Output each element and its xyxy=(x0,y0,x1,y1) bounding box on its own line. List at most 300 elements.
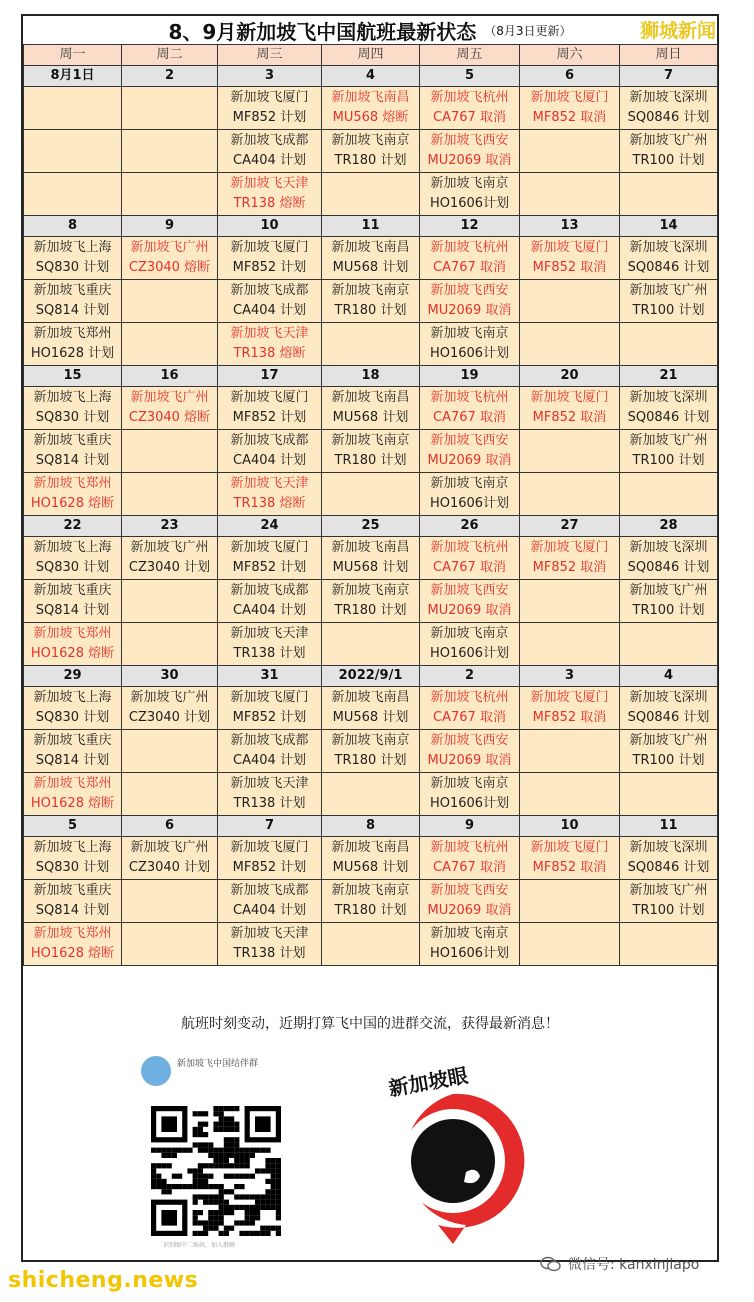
page-title: 8、9月新加坡飞中国航班最新状态 xyxy=(168,19,477,44)
flight-route: 新加坡飞天津 xyxy=(230,926,309,941)
date-cell: 11 xyxy=(620,816,718,837)
flight-status: TR138 熔断 xyxy=(233,196,306,211)
flight-route: 新加坡飞广州 xyxy=(629,133,708,148)
empty-cell xyxy=(122,623,218,666)
flight-route: 新加坡飞西安 xyxy=(430,733,509,748)
flight-cell xyxy=(420,237,520,280)
flight-route: 新加坡飞杭州 xyxy=(430,390,509,405)
flight-status: MF852 取消 xyxy=(532,710,607,725)
flight-route: 新加坡飞杭州 xyxy=(430,690,509,705)
flight-route: 新加坡飞广州 xyxy=(629,883,708,898)
weekday-header: 周日 xyxy=(620,45,718,66)
qr-caption: 识别图中二维码，加入群聊 xyxy=(163,1242,236,1249)
date-cell: 3 xyxy=(520,666,620,687)
flight-route: 新加坡飞厦门 xyxy=(530,240,609,255)
flight-status: MU2069 取消 xyxy=(427,603,512,618)
flight-cell xyxy=(218,237,322,280)
flight-status: MF852 计划 xyxy=(232,410,307,425)
flight-cell xyxy=(420,623,520,666)
flight-status: HO1606计划 xyxy=(429,646,510,661)
wechat-label: 微信号: kanxinjiapo xyxy=(568,1257,700,1273)
empty-cell xyxy=(520,173,620,216)
brand-watermark: 狮城新闻 xyxy=(640,20,717,42)
flight-route: 新加坡飞广州 xyxy=(130,690,209,705)
flight-status: CA404 计划 xyxy=(233,753,306,768)
flight-status: CA404 计划 xyxy=(233,603,306,618)
flight-cell xyxy=(218,880,322,923)
date-cell: 5 xyxy=(420,66,520,87)
flight-cell xyxy=(420,837,520,880)
flight-status: TR180 计划 xyxy=(334,453,407,468)
flight-status: CA767 取消 xyxy=(433,560,506,575)
flight-status: MU568 计划 xyxy=(332,410,409,425)
flight-route: 新加坡飞南京 xyxy=(331,283,410,298)
flight-route: 新加坡飞上海 xyxy=(33,240,112,255)
flight-status: MU2069 取消 xyxy=(427,153,512,168)
flight-status: MF852 计划 xyxy=(232,260,307,275)
flight-route: 新加坡飞成都 xyxy=(230,433,309,448)
flight-route: 新加坡飞南京 xyxy=(331,733,410,748)
date-cell: 11 xyxy=(322,216,420,237)
flight-status: SQ830 计划 xyxy=(35,860,110,875)
empty-cell xyxy=(122,430,218,473)
eye-logo-icon xyxy=(378,1086,528,1246)
flight-cell xyxy=(620,837,718,880)
flight-cell xyxy=(420,773,520,816)
weekday-header: 周三 xyxy=(218,45,322,66)
flight-route: 新加坡飞深圳 xyxy=(629,390,708,405)
flight-status: CA404 计划 xyxy=(233,153,306,168)
flight-status: SQ830 计划 xyxy=(35,560,110,575)
flight-route: 新加坡飞上海 xyxy=(33,540,112,555)
flight-status: MU568 计划 xyxy=(332,860,409,875)
date-cell: 4 xyxy=(620,666,718,687)
date-cell: 30 xyxy=(122,666,218,687)
flight-cell xyxy=(420,537,520,580)
flight-route: 新加坡飞郑州 xyxy=(33,926,112,941)
weekday-header: 周一 xyxy=(24,45,122,66)
flight-route: 新加坡飞南京 xyxy=(430,476,509,491)
flight-cell xyxy=(24,773,122,816)
flight-cell xyxy=(218,87,322,130)
date-cell: 24 xyxy=(218,516,322,537)
flight-status: CZ3040 计划 xyxy=(128,860,211,875)
flight-status: MF852 计划 xyxy=(232,110,307,125)
flight-cell xyxy=(24,237,122,280)
flight-cell xyxy=(420,173,520,216)
footer-note: 航班时刻变动，近期打算飞中国的进群交流，获得最新消息！ xyxy=(181,1016,559,1032)
date-cell: 26 xyxy=(420,516,520,537)
empty-cell xyxy=(322,173,420,216)
date-cell: 3 xyxy=(218,66,322,87)
flight-status: HO1628 计划 xyxy=(30,346,115,361)
flight-route: 新加坡飞厦门 xyxy=(230,390,309,405)
flight-cell xyxy=(24,387,122,430)
empty-cell xyxy=(322,323,420,366)
date-cell: 17 xyxy=(218,366,322,387)
flight-route: 新加坡飞重庆 xyxy=(33,583,112,598)
empty-cell xyxy=(322,923,420,966)
empty-cell xyxy=(122,730,218,773)
flight-route: 新加坡飞郑州 xyxy=(33,476,112,491)
flight-status: MF852 取消 xyxy=(532,110,607,125)
flight-status: TR180 计划 xyxy=(334,753,407,768)
flight-route: 新加坡飞广州 xyxy=(130,540,209,555)
flight-route: 新加坡飞厦门 xyxy=(530,690,609,705)
flight-route: 新加坡飞上海 xyxy=(33,690,112,705)
flight-route: 新加坡飞厦门 xyxy=(530,540,609,555)
flight-status: MU568 熔断 xyxy=(332,110,409,125)
flight-cell xyxy=(620,280,718,323)
flight-status: SQ0846 计划 xyxy=(627,860,710,875)
flight-cell xyxy=(24,280,122,323)
date-cell: 7 xyxy=(620,66,718,87)
date-cell: 14 xyxy=(620,216,718,237)
flight-cell xyxy=(218,623,322,666)
flight-route: 新加坡飞深圳 xyxy=(629,90,708,105)
eye-logo-label: 新加坡眼 xyxy=(386,1063,470,1101)
empty-cell xyxy=(520,130,620,173)
empty-cell xyxy=(322,473,420,516)
date-cell: 8月1日 xyxy=(24,66,122,87)
flight-cell xyxy=(122,687,218,730)
flight-cell xyxy=(520,537,620,580)
schedule-frame xyxy=(21,14,719,1262)
weekday-header: 周二 xyxy=(122,45,218,66)
empty-cell xyxy=(520,773,620,816)
flight-cell xyxy=(122,387,218,430)
empty-cell xyxy=(520,280,620,323)
weekday-header: 周六 xyxy=(520,45,620,66)
flight-status: MF852 计划 xyxy=(232,710,307,725)
flight-route: 新加坡飞南京 xyxy=(430,626,509,641)
empty-cell xyxy=(620,473,718,516)
flight-status: CZ3040 熔断 xyxy=(128,410,211,425)
flight-cell xyxy=(122,837,218,880)
flight-cell xyxy=(24,430,122,473)
group-avatar-icon xyxy=(141,1056,171,1086)
flight-status: HO1628 熔断 xyxy=(30,496,115,511)
date-cell: 22 xyxy=(24,516,122,537)
flight-route: 新加坡飞广州 xyxy=(130,840,209,855)
flight-cell xyxy=(24,537,122,580)
flight-route: 新加坡飞成都 xyxy=(230,883,309,898)
date-cell: 5 xyxy=(24,816,122,837)
flight-status: TR180 计划 xyxy=(334,303,407,318)
flight-cell xyxy=(24,687,122,730)
flight-status: SQ814 计划 xyxy=(35,603,110,618)
flight-cell xyxy=(218,387,322,430)
flight-status: TR180 计划 xyxy=(334,903,407,918)
flight-route: 新加坡飞深圳 xyxy=(629,540,708,555)
flight-cell xyxy=(218,537,322,580)
date-cell: 28 xyxy=(620,516,718,537)
flight-cell xyxy=(620,430,718,473)
flight-status: HO1628 熔断 xyxy=(30,946,115,961)
flight-status: TR138 计划 xyxy=(233,646,306,661)
flight-cell xyxy=(122,537,218,580)
flight-status: HO1606计划 xyxy=(429,796,510,811)
flight-route: 新加坡飞厦门 xyxy=(230,540,309,555)
flight-status: SQ0846 计划 xyxy=(627,410,710,425)
flight-route: 新加坡飞郑州 xyxy=(33,626,112,641)
flight-route: 新加坡飞广州 xyxy=(629,733,708,748)
flight-status: TR100 计划 xyxy=(632,753,705,768)
flight-cell xyxy=(322,730,420,773)
flight-status: MF852 取消 xyxy=(532,260,607,275)
empty-cell xyxy=(122,280,218,323)
empty-cell xyxy=(520,880,620,923)
flight-route: 新加坡飞南昌 xyxy=(331,840,410,855)
flight-route: 新加坡飞南京 xyxy=(331,433,410,448)
empty-cell xyxy=(122,580,218,623)
flight-route: 新加坡飞南昌 xyxy=(331,390,410,405)
flight-cell xyxy=(24,580,122,623)
flight-cell xyxy=(24,323,122,366)
empty-cell xyxy=(620,173,718,216)
date-cell: 9 xyxy=(420,816,520,837)
flight-route: 新加坡飞南京 xyxy=(430,326,509,341)
date-cell: 6 xyxy=(520,66,620,87)
empty-cell xyxy=(122,923,218,966)
flight-status: TR138 计划 xyxy=(233,796,306,811)
wechat-icon xyxy=(540,1256,562,1272)
flight-route: 新加坡飞西安 xyxy=(430,133,509,148)
flight-status: HO1628 熔断 xyxy=(30,646,115,661)
flight-route: 新加坡飞杭州 xyxy=(430,240,509,255)
flight-status: HO1606计划 xyxy=(429,496,510,511)
flight-route: 新加坡飞厦门 xyxy=(530,390,609,405)
flight-status: HO1606计划 xyxy=(429,346,510,361)
flight-cell xyxy=(420,580,520,623)
flight-route: 新加坡飞广州 xyxy=(130,390,209,405)
flight-cell xyxy=(420,280,520,323)
flight-cell xyxy=(218,130,322,173)
empty-cell xyxy=(122,773,218,816)
flight-route: 新加坡飞南昌 xyxy=(331,540,410,555)
flight-route: 新加坡飞厦门 xyxy=(530,90,609,105)
flight-route: 新加坡飞天津 xyxy=(230,476,309,491)
date-cell: 18 xyxy=(322,366,420,387)
date-cell: 21 xyxy=(620,366,718,387)
flight-route: 新加坡飞南昌 xyxy=(331,90,410,105)
flight-cell xyxy=(218,323,322,366)
flight-cell xyxy=(520,237,620,280)
empty-cell xyxy=(520,623,620,666)
flight-cell xyxy=(322,880,420,923)
empty-cell xyxy=(520,730,620,773)
flight-route: 新加坡飞郑州 xyxy=(33,776,112,791)
flight-status: MU2069 取消 xyxy=(427,453,512,468)
flight-status: MU2069 取消 xyxy=(427,903,512,918)
empty-cell xyxy=(122,880,218,923)
date-cell: 23 xyxy=(122,516,218,537)
flight-route: 新加坡飞厦门 xyxy=(230,90,309,105)
flight-status: CA767 取消 xyxy=(433,260,506,275)
empty-cell xyxy=(620,773,718,816)
flight-cell xyxy=(420,387,520,430)
flight-route: 新加坡飞南京 xyxy=(430,176,509,191)
flight-route: 新加坡飞重庆 xyxy=(33,883,112,898)
flight-status: MF852 计划 xyxy=(232,860,307,875)
flight-cell xyxy=(218,730,322,773)
flight-cell xyxy=(420,730,520,773)
flight-route: 新加坡飞深圳 xyxy=(629,690,708,705)
flight-status: SQ830 计划 xyxy=(35,410,110,425)
flight-route: 新加坡飞南京 xyxy=(430,926,509,941)
flight-status: SQ830 计划 xyxy=(35,710,110,725)
flight-route: 新加坡飞南京 xyxy=(430,776,509,791)
flight-cell xyxy=(218,280,322,323)
flight-cell xyxy=(420,87,520,130)
flight-calendar xyxy=(23,44,718,966)
flight-status: TR100 计划 xyxy=(632,603,705,618)
date-cell: 9 xyxy=(122,216,218,237)
empty-cell xyxy=(520,580,620,623)
empty-cell xyxy=(520,430,620,473)
flight-cell xyxy=(218,837,322,880)
date-cell: 16 xyxy=(122,366,218,387)
flight-status: CZ3040 计划 xyxy=(128,560,211,575)
flight-route: 新加坡飞广州 xyxy=(629,433,708,448)
flight-route: 新加坡飞厦门 xyxy=(230,690,309,705)
flight-status: TR138 熔断 xyxy=(233,346,306,361)
flight-cell xyxy=(24,923,122,966)
wechat-id xyxy=(540,1254,699,1274)
flight-status: TR100 计划 xyxy=(632,303,705,318)
date-cell: 29 xyxy=(24,666,122,687)
empty-cell xyxy=(620,623,718,666)
flight-route: 新加坡飞天津 xyxy=(230,326,309,341)
flight-cell xyxy=(620,387,718,430)
flight-status: SQ814 计划 xyxy=(35,303,110,318)
flight-cell xyxy=(218,923,322,966)
flight-status: HO1606计划 xyxy=(429,946,510,961)
flight-status: CA767 取消 xyxy=(433,410,506,425)
flight-status: SQ0846 计划 xyxy=(627,710,710,725)
flight-status: MU568 计划 xyxy=(332,560,409,575)
date-cell: 6 xyxy=(122,816,218,837)
flight-route: 新加坡飞西安 xyxy=(430,583,509,598)
qr-code-icon[interactable] xyxy=(151,1106,281,1236)
flight-cell xyxy=(620,130,718,173)
flight-cell xyxy=(420,323,520,366)
empty-cell xyxy=(24,173,122,216)
flight-route: 新加坡飞南京 xyxy=(331,883,410,898)
flight-status: HO1628 熔断 xyxy=(30,796,115,811)
date-cell: 8 xyxy=(24,216,122,237)
flight-route: 新加坡飞南京 xyxy=(331,133,410,148)
flight-status: MU2069 取消 xyxy=(427,753,512,768)
flight-cell xyxy=(24,837,122,880)
flight-cell xyxy=(322,280,420,323)
flight-cell xyxy=(24,880,122,923)
flight-status: MF852 取消 xyxy=(532,860,607,875)
flight-status: CZ3040 熔断 xyxy=(128,260,211,275)
date-cell: 2022/9/1 xyxy=(322,666,420,687)
empty-cell xyxy=(122,87,218,130)
flight-cell xyxy=(420,430,520,473)
flight-cell xyxy=(420,473,520,516)
title-bar xyxy=(23,16,717,44)
flight-cell xyxy=(322,837,420,880)
flight-route: 新加坡飞天津 xyxy=(230,626,309,641)
flight-status: SQ0846 计划 xyxy=(627,260,710,275)
flight-status: CA404 计划 xyxy=(233,903,306,918)
flight-route: 新加坡飞成都 xyxy=(230,733,309,748)
flight-cell xyxy=(420,130,520,173)
flight-route: 新加坡飞西安 xyxy=(430,433,509,448)
date-cell: 12 xyxy=(420,216,520,237)
empty-cell xyxy=(122,173,218,216)
flight-status: MF852 计划 xyxy=(232,560,307,575)
flight-cell xyxy=(322,580,420,623)
flight-cell xyxy=(218,687,322,730)
flight-route: 新加坡飞杭州 xyxy=(430,90,509,105)
date-cell: 31 xyxy=(218,666,322,687)
update-date: （8月3日更新） xyxy=(484,23,572,38)
flight-cell xyxy=(322,430,420,473)
flight-route: 新加坡飞西安 xyxy=(430,883,509,898)
flight-route: 新加坡飞厦门 xyxy=(230,840,309,855)
flight-route: 新加坡飞重庆 xyxy=(33,283,112,298)
flight-status: SQ830 计划 xyxy=(35,260,110,275)
flight-cell xyxy=(218,173,322,216)
flight-route: 新加坡飞杭州 xyxy=(430,840,509,855)
flight-route: 新加坡飞深圳 xyxy=(629,840,708,855)
flight-status: CA767 取消 xyxy=(433,110,506,125)
flight-status: SQ0846 计划 xyxy=(627,110,710,125)
empty-cell xyxy=(24,87,122,130)
flight-status: CA404 计划 xyxy=(233,303,306,318)
flight-route: 新加坡飞广州 xyxy=(629,583,708,598)
flight-cell xyxy=(322,87,420,130)
flight-route: 新加坡飞上海 xyxy=(33,840,112,855)
flight-cell xyxy=(218,473,322,516)
flight-status: SQ814 计划 xyxy=(35,453,110,468)
flight-route: 新加坡飞天津 xyxy=(230,176,309,191)
flight-cell xyxy=(322,537,420,580)
flight-cell xyxy=(520,87,620,130)
flight-status: TR138 计划 xyxy=(233,946,306,961)
flight-cell xyxy=(420,687,520,730)
flight-status: CA404 计划 xyxy=(233,453,306,468)
flight-route: 新加坡飞广州 xyxy=(629,283,708,298)
empty-cell xyxy=(620,323,718,366)
flight-cell xyxy=(322,387,420,430)
flight-cell xyxy=(322,130,420,173)
flight-route: 新加坡飞杭州 xyxy=(430,540,509,555)
empty-cell xyxy=(322,623,420,666)
empty-cell xyxy=(122,130,218,173)
flight-cell xyxy=(24,623,122,666)
flight-status: TR100 计划 xyxy=(632,153,705,168)
flight-status: MF852 取消 xyxy=(532,560,607,575)
flight-status: TR138 熔断 xyxy=(233,496,306,511)
date-cell: 20 xyxy=(520,366,620,387)
flight-cell xyxy=(620,880,718,923)
date-cell: 27 xyxy=(520,516,620,537)
date-cell: 13 xyxy=(520,216,620,237)
group-info xyxy=(141,1056,311,1096)
flight-cell xyxy=(218,580,322,623)
flight-status: HO1606计划 xyxy=(429,196,510,211)
empty-cell xyxy=(24,130,122,173)
flight-route: 新加坡飞重庆 xyxy=(33,433,112,448)
flight-status: CA767 取消 xyxy=(433,710,506,725)
flight-cell xyxy=(620,730,718,773)
flight-cell xyxy=(620,580,718,623)
